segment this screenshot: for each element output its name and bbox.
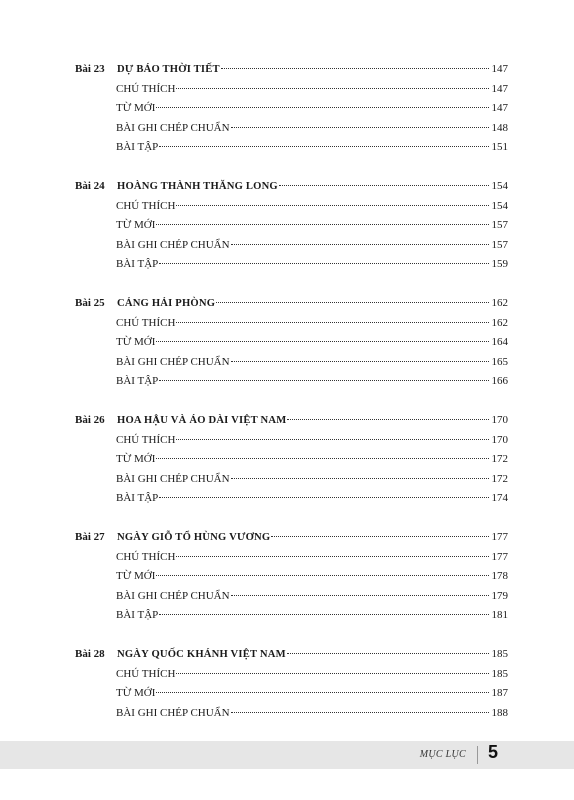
toc-item[interactable] bbox=[0, 217, 574, 237]
lesson-title: NGÀY GIỖ TỔ HÙNG VƯƠNG bbox=[117, 532, 271, 543]
lesson-title: DỰ BÁO THỜI TIẾT bbox=[117, 64, 220, 75]
toc-item[interactable] bbox=[0, 198, 574, 218]
toc-lesson-heading[interactable] bbox=[0, 295, 574, 315]
page-number: 170 bbox=[491, 414, 508, 426]
page-number: 147 bbox=[491, 82, 508, 95]
toc-item[interactable] bbox=[0, 100, 574, 120]
item-label: CHÚ THÍCH bbox=[116, 667, 176, 680]
toc-item[interactable] bbox=[0, 354, 574, 374]
dot-leader bbox=[159, 263, 489, 264]
page-number: 185 bbox=[491, 667, 508, 680]
dot-leader bbox=[176, 439, 489, 440]
item-label: CHÚ THÍCH bbox=[116, 550, 176, 563]
page-number: 181 bbox=[491, 609, 508, 622]
item-label: BÀI TẬP bbox=[116, 492, 159, 505]
page-number: 154 bbox=[491, 180, 508, 192]
page-number: 164 bbox=[491, 336, 508, 349]
item-label: BÀI GHI CHÉP CHUẨN bbox=[116, 355, 230, 368]
page-number: 151 bbox=[491, 141, 508, 154]
dot-leader bbox=[176, 88, 489, 89]
dot-leader bbox=[176, 322, 489, 323]
dot-leader bbox=[176, 205, 489, 206]
dot-leader bbox=[231, 127, 489, 128]
lesson-title: HOÀNG THÀNH THĂNG LONG bbox=[117, 181, 278, 192]
toc-item[interactable] bbox=[0, 120, 574, 140]
lesson-number: Bài 25 bbox=[75, 297, 105, 309]
lesson-title: HOA HẬU VÀ ÁO DÀI VIỆT NAM bbox=[117, 415, 287, 426]
dot-leader bbox=[287, 419, 489, 420]
toc-lesson-heading[interactable] bbox=[0, 178, 574, 198]
page-number: 179 bbox=[491, 589, 508, 602]
item-label: TỪ MỚI bbox=[116, 219, 156, 232]
dot-leader bbox=[221, 68, 489, 69]
lesson-number: Bài 24 bbox=[75, 180, 105, 192]
dot-leader bbox=[156, 107, 489, 108]
page-number: 162 bbox=[491, 316, 508, 329]
item-label: TỪ MỚI bbox=[116, 453, 156, 466]
toc-item[interactable] bbox=[0, 256, 574, 276]
page-number: 185 bbox=[491, 648, 508, 660]
toc-item[interactable] bbox=[0, 705, 574, 725]
page-number: 162 bbox=[491, 297, 508, 309]
page-number: 172 bbox=[491, 453, 508, 466]
toc-item[interactable] bbox=[0, 334, 574, 354]
page-number: 177 bbox=[491, 550, 508, 563]
item-label: TỪ MỚI bbox=[116, 687, 156, 700]
toc-item[interactable] bbox=[0, 568, 574, 588]
toc-item[interactable] bbox=[0, 607, 574, 627]
lesson-title: NGÀY QUỐC KHÁNH VIỆT NAM bbox=[117, 649, 286, 660]
page-number: 172 bbox=[491, 472, 508, 485]
toc-item[interactable] bbox=[0, 490, 574, 510]
item-label: CHÚ THÍCH bbox=[116, 199, 176, 212]
dot-leader bbox=[156, 224, 489, 225]
item-label: BÀI TẬP bbox=[116, 141, 159, 154]
toc-item[interactable] bbox=[0, 315, 574, 335]
item-label: CHÚ THÍCH bbox=[116, 433, 176, 446]
dot-leader bbox=[287, 653, 489, 654]
toc-item[interactable] bbox=[0, 237, 574, 257]
dot-leader bbox=[231, 244, 489, 245]
page-number: 165 bbox=[491, 355, 508, 368]
item-label: BÀI GHI CHÉP CHUẨN bbox=[116, 121, 230, 134]
dot-leader bbox=[176, 556, 489, 557]
dot-leader bbox=[231, 712, 489, 713]
dot-leader bbox=[156, 575, 489, 576]
footer-section-label: MỤC LỤC bbox=[419, 749, 466, 760]
dot-leader bbox=[156, 692, 489, 693]
toc-item[interactable] bbox=[0, 588, 574, 608]
toc-item[interactable] bbox=[0, 81, 574, 101]
item-label: TỪ MỚI bbox=[116, 570, 156, 583]
item-label: BÀI GHI CHÉP CHUẨN bbox=[116, 589, 230, 602]
toc-item[interactable] bbox=[0, 432, 574, 452]
item-label: BÀI TẬP bbox=[116, 258, 159, 271]
page-number: 147 bbox=[491, 63, 508, 75]
dot-leader bbox=[176, 673, 489, 674]
item-label: BÀI GHI CHÉP CHUẨN bbox=[116, 238, 230, 251]
page-number: 159 bbox=[491, 258, 508, 271]
toc-item[interactable] bbox=[0, 471, 574, 491]
page-number: 170 bbox=[491, 433, 508, 446]
lesson-number: Bài 26 bbox=[75, 414, 105, 426]
dot-leader bbox=[159, 497, 489, 498]
toc-item[interactable] bbox=[0, 666, 574, 686]
dot-leader bbox=[159, 380, 489, 381]
dot-leader bbox=[279, 185, 489, 186]
page-number: 174 bbox=[491, 492, 508, 505]
item-label: BÀI TẬP bbox=[116, 375, 159, 388]
lesson-title: CẢNG HẢI PHÒNG bbox=[117, 298, 216, 309]
page-number: 178 bbox=[491, 570, 508, 583]
item-label: BÀI GHI CHÉP CHUẨN bbox=[116, 706, 230, 719]
dot-leader bbox=[231, 478, 489, 479]
page-number: 154 bbox=[491, 199, 508, 212]
page-number: 188 bbox=[491, 706, 508, 719]
item-label: TỪ MỚI bbox=[116, 336, 156, 349]
dot-leader bbox=[216, 302, 489, 303]
toc-item[interactable] bbox=[0, 139, 574, 159]
toc-item[interactable] bbox=[0, 451, 574, 471]
dot-leader bbox=[271, 536, 489, 537]
dot-leader bbox=[231, 361, 489, 362]
lesson-number: Bài 23 bbox=[75, 63, 105, 75]
page-number: 157 bbox=[491, 219, 508, 232]
item-label: CHÚ THÍCH bbox=[116, 82, 176, 95]
item-label: TỪ MỚI bbox=[116, 102, 156, 115]
page-number: 187 bbox=[491, 687, 508, 700]
item-label: BÀI GHI CHÉP CHUẨN bbox=[116, 472, 230, 485]
toc-lesson-heading[interactable] bbox=[0, 529, 574, 549]
footer-page-number: 5 bbox=[488, 742, 499, 762]
toc-item[interactable] bbox=[0, 685, 574, 705]
toc-lesson-heading[interactable] bbox=[0, 646, 574, 666]
toc-item[interactable] bbox=[0, 373, 574, 393]
page-number: 177 bbox=[491, 531, 508, 543]
toc-lesson-heading[interactable] bbox=[0, 61, 574, 81]
toc-item[interactable] bbox=[0, 549, 574, 569]
dot-leader bbox=[159, 614, 489, 615]
dot-leader bbox=[156, 458, 489, 459]
lesson-number: Bài 28 bbox=[75, 648, 105, 660]
footer-divider bbox=[477, 746, 478, 764]
page-number: 166 bbox=[491, 375, 508, 388]
dot-leader bbox=[159, 146, 489, 147]
page-footer bbox=[0, 741, 574, 769]
dot-leader bbox=[231, 595, 489, 596]
dot-leader bbox=[156, 341, 489, 342]
page-number: 157 bbox=[491, 238, 508, 251]
page-number: 148 bbox=[491, 121, 508, 134]
page-number: 147 bbox=[491, 102, 508, 115]
item-label: CHÚ THÍCH bbox=[116, 316, 176, 329]
lesson-number: Bài 27 bbox=[75, 531, 105, 543]
item-label: BÀI TẬP bbox=[116, 609, 159, 622]
toc-lesson-heading[interactable] bbox=[0, 412, 574, 432]
